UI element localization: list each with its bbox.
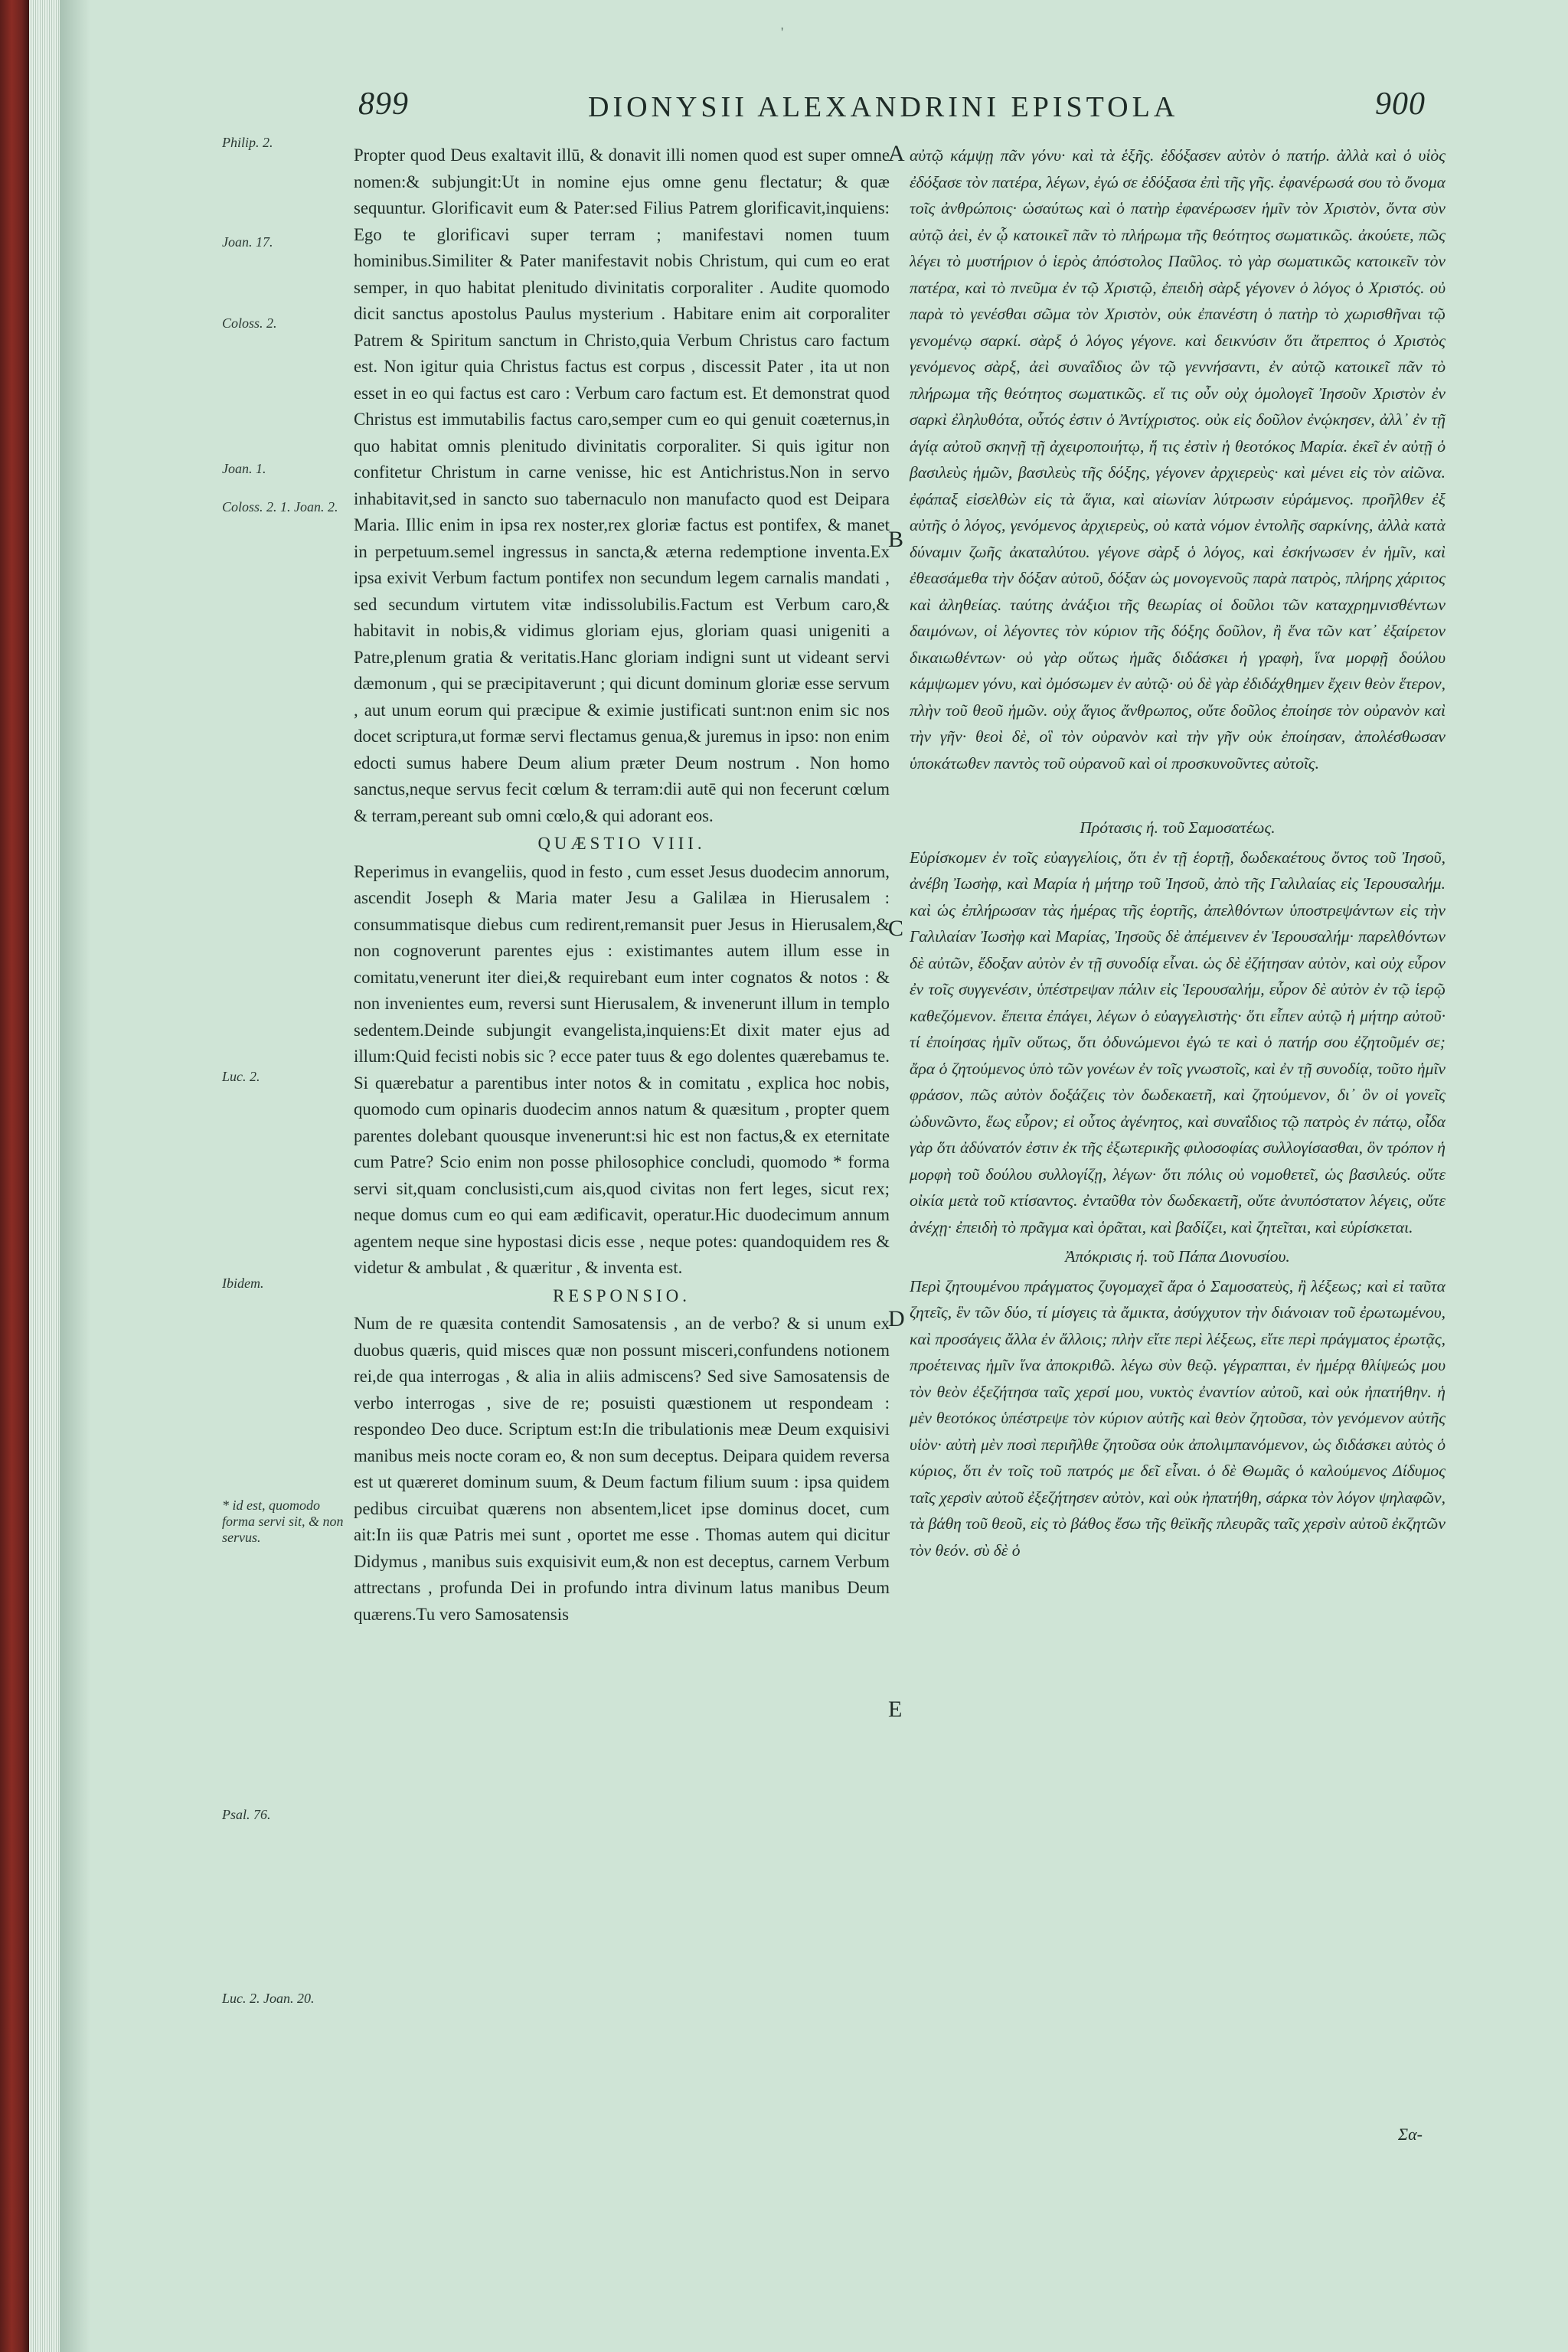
margin-note: Coloss. 2. 1. Joan. 2.: [222, 499, 338, 514]
margin-notes: [222, 0, 352, 2352]
margin-note: Luc. 2. Joan. 20.: [222, 1991, 315, 2006]
section-letters: [888, 0, 911, 2352]
greek-paragraph-2: Εὑρίσκομεν ἐν τοῖς εὐαγγελίοις, ὅτι ἐν τῇ ἑορτῇ, δωδεκαέτους ὄντος τοῦ Ἰησοῦ, ἀνέβη Ἰωσὴφ, καὶ Μαρία ἡ μήτηρ τοῦ Ἰησοῦ, ἀπὸ τῆς Γαλιλαίας εἰς Ἱερουσαλήμ. καὶ ὡς ἐπλήρωσαν τὰς ἡμέρας τῆς ἑορτῆς, ἀπελθόντων ὑποστρεψάντων εἰς τὴν Γαλιλαίαν Ἰωσὴφ καὶ Μαρίας, Ἰησοῦς δὲ ἀπέμεινεν ἐν Ἱερουσαλήμ· παρελθόντων δὲ αὐτῶν, ἔδοξαν αὐτὸν ἐν τῇ συνοδίᾳ εἶναι. ὡς δὲ ἐζήτησαν αὐτὸν, καὶ οὐχ εὗρον ἐν τοῖς συγγενέσιν, ὑπέστρεψαν πάλιν εἰς Ἱερουσαλήμ, εὗρον δὲ αὐτὸν ἐν τῷ ἱερῷ καθεζόμενον. ἔπειτα ἐπάγει, λέγων ὁ εὐαγγελιστὴς· ὅτι εἶπεν αὐτῷ ἡ μήτηρ αὐτοῦ· τί ἐποίησας ἡμῖν οὕτως, ὅτι ὀδυνώμενοι ἐγώ τε καὶ ὁ πατήρ σου ἐζητοῦμέν σε; ἄρα ὁ ζητούμενος ὑπὸ τῶν γονέων ἐν τοῖς γνωστοῖς, καὶ ἐν τῇ συνοδίᾳ, τοῦτο ἡμῖν φράσον, πῶς αὐτὸν δοξάζεις τὸν δωδεκαετῆ, καὶ ζητούμενον, δι᾽ ὃν οἱ γονεῖς ὠδυνῶντο, ἕως εὗρον; εἰ οὗτος ἀγένητος, καὶ συναΐδιος τῷ πατρὸς ἐν πάτῳ, οἶδα γὰρ ὅτι ἀδύνατόν ἐστιν ἐκ τῆς ἐξωτερικῆς φιλοσοφίας συλλογίσασθαι, ὃν τρόπον ἡ μορφὴ τοῦ δούλου συλλογίζῃ, λέγων· ὅτι πόλις οὐ νομοθετεῖ, ὡς βασιλεύς. οὔτε οἰκία μετὰ τοῦ κτίσαντος. ἐνταῦθα τὸν δωδεκαετῆ, οὔτε ἀνυπόστατον λέγεις, οὔτε ἀνέχῃ· ἐπειδὴ τὸ πρᾶγμα καὶ ὁρᾶται, καὶ βαδίζει, καὶ ζητεῖται, καὶ εὑρίσκεται.: [910, 848, 1446, 1236]
latin-column: [354, 142, 890, 2087]
greek-paragraph-3: Περὶ ζητουμένου πράγματος ζυγομαχεῖ ἄρα ὁ Σαμοσατεὺς, ἢ λέξεως; καὶ εἰ ταῦτα ζητεῖς, ἓν τῶν δύο, τί μίσγεις τὰ ἄμικτα, ἀσύγχυτον τὴν διάνοιαν τοῦ ἐρωτωμένου, καὶ προσάγεις ἄλλα ἐν ἄλλοις; πλὴν εἴτε περὶ λέξεως, εἴτε περὶ πράγματος ἐρωτᾷς, προέτεινας ἡμῖν ἵνα ἀποκριθῶ. λέγω σὺν θεῷ. γέγραπται, ἐν ἡμέρᾳ θλίψεώς μου τὸν θεὸν ἐξεζήτησα ταῖς χερσί μου, νυκτὸς ἐναντίον αὐτοῦ, καὶ οὐκ ἠπατήθην. ἡ μὲν θεοτόκος ὑπέστρεψε τὸν κύριον αὐτῆς καὶ θεὸν ζητοῦσα, τὸν γενόμενον αὐτῆς υἱὸν· αὐτὴ μὲν ποσὶ περιῆλθε ζητοῦσα οὐκ ἀπολιμπανόμενον, ὡς διδάσκει αὐτὸς ὁ κύριος, ὅτι ἐν τοῖς τοῦ πατρός με δεῖ εἶναι. ὁ δὲ Θωμᾶς ὁ καλούμενος Δίδυμος ταῖς χερσὶν αὐτοῦ ἐξεζήτησεν αὐτὸν, καὶ οὐκ ἠπατήθη, σάρκα τὸν λόγον ψηλαφῶν, τὰ βάθη τοῦ θεοῦ, εἰς τὸ βάθος ἔσω τῆς θεϊκῆς πλευρᾶς ταῖς χερσὶν αὐτοῦ ἐκζητῶν τὸν θεόν. σὺ δὲ ὁ: [910, 1276, 1446, 1560]
margin-note: Luc. 2.: [222, 1069, 260, 1084]
section-letter-e: E: [888, 1697, 903, 1722]
top-mark: ': [781, 24, 784, 40]
latin-paragraph-2: Reperimus in evangeliis, quod in festo , cum esset Jesus duodecim annorum, ascendit Joseph & Maria mater Jesu a Galilæa in Hierusalem : consummatisque diebus cum redirent,remansit puer Jesus in Hierusalem,& non cognoverunt parentes ejus : existimantes autem illum esse in comitatu,venerunt iter diei,& requirebant eum inter cognatos & notos : & non invenientes eum, reversi sunt Hierusalem, & invenerunt illum in templo sedentem.Deinde subjungit evangelista,inquiens:Et dixit mater ejus ad illum:Quid fecisti nobis sic ? ecce pater tuus & ego dolentes quærebamus te. Si quærebatur a parentibus inter notos & in comitatu , explica hoc nobis, quomodo cum opinaris duodecim annos natum & quæsitum , propter quem parentes dolebant quousque invenerunt:si hic est non factus,& ex eternitate cum Patre? Scio enim non posse philosophice concludi, quomodo * forma servi sit,quam conclusisti,cum ais,quod civitas non fert leges, sicut rex; neque domus cum eo qui eam ædificavit, operatur.Hic duodecimum annum agentem neque sine hypostasi dicis esse , neque potes: quandoquidem res & videtur & ambulat , & quæritur , & inventa est.: [354, 861, 890, 1277]
section-letter-c: C: [888, 916, 904, 941]
latin-paragraph-3: Num de re quæsita contendit Samosatensis , an de verbo? & si unum ex duobus quæris, quid misces quæ non possunt misceri,confundens notionem rei,de qua interrogas , & alia in aliis admiscens? Sed sive Samosatensis de verbo interrogas , sive de re; posuisti quæstionem ut respondeam : respondeo Deo duce. Scriptum est:In die tribulationis meæ Deum exquisivi manibus meis nocte coram eo, & non sum deceptus. Deipara quidem reversa est ut quæreret dominum suum, & Deum factum filium suum : ipsa quidem pedibus circuibat quærens non absentem,licet ipse dominus docet, cum ait:In iis quæ Patris mei sunt , oportet me esse . Thomas autem qui dicitur Didymus , manibus suis exquisivit eum,& non est deceptus, carnem Verbum attrectans , profunda Dei in profundo intra divinum latus manibus Deum quærens.Tu vero Samosatensis: [354, 1314, 890, 1624]
page-number-right: 900: [1375, 87, 1426, 122]
margin-note: Joan. 1.: [222, 461, 266, 476]
margin-note: Coloss. 2.: [222, 315, 277, 331]
greek-column: [910, 142, 1446, 2133]
latin-question-heading: QUÆSTIO VIII.: [537, 834, 706, 853]
column-gap: [910, 776, 1446, 812]
catchword: Σα-: [1398, 2125, 1423, 2144]
section-letter-b: B: [888, 527, 904, 552]
margin-note: Philip. 2.: [222, 135, 273, 150]
section-letter-a: A: [888, 141, 905, 166]
greek-response-heading: Ἀπόκρισις ή. τοῦ Πάπα Διονυσίου.: [1065, 1247, 1290, 1266]
book-cover-edge: [0, 0, 29, 2352]
margin-note: * id est, quomodo forma servi sit, & non servus.: [222, 1498, 344, 1545]
page-number-left: 899: [358, 87, 409, 122]
latin-response-heading: RESPONSIO.: [553, 1285, 691, 1305]
margin-note: Joan. 17.: [222, 234, 273, 250]
margin-note: Psal. 76.: [222, 1807, 271, 1822]
page-stack-edges: [29, 0, 60, 2352]
gutter-shadow: [60, 0, 90, 2352]
running-title: DIONYSII ALEXANDRINI EPISTOLA: [588, 91, 1179, 123]
greek-paragraph-1: αὐτῷ κάμψῃ πᾶν γόνυ· καὶ τὰ ἑξῆς. ἐδόξασεν αὐτὸν ὁ πατήρ. ἀλλὰ καὶ ὁ υἱὸς ἐδόξασε τὸν πατέρα, λέγων, ἐγώ σε ἐδόξασα ἐπὶ τῆς γῆς. ἐφανέρωσά σου τὸ ὄνομα τοῖς ἀνθρώποις· ὡσαύτως καὶ ὁ πατὴρ ἐφανέρωσεν ἡμῖν τὸν Χριστὸν, ὄντα σὺν αὐτῷ ἀεὶ, ἐν ᾧ κατοικεῖ πᾶν τὸ πλήρωμα τῆς θεότητος σωματικῶς. ἀκούετε, πῶς λέγει τὸ μυστήριον ὁ ἱερὸς ἀπόστολος Παῦλος. τὸ γὰρ σωματικῶς κατοικεῖν τὸν πατέρα, καὶ τὸ πνεῦμα ἐν τῷ Χριστῷ, ἐπειδὴ σὰρξ γέγονεν ὁ λόγος ὁ Χριστός. οὐ παρὰ τὸ γενέσθαι σῶμα τὸν Χριστὸν, οὐκ ἐπανέστη ὁ πατὴρ τὸ χωρισθῆναι τῷ γενομένῳ σαρκί. σὰρξ ὁ λόγος γέγονε. καὶ δεικνύσιν ὅτι ἄτρεπτος ὁ Χριστὸς γενόμενος σὰρξ, ἀεὶ συναΐδιος ὢν τῷ γεννήσαντι, ἐν αὐτῷ κατοικεῖ πᾶν τὸ πλήρωμα τῆς θεότητος σωματικῶς. εἴ τις οὖν οὐχ ὁμολογεῖ Ἰησοῦν Χριστὸν ἐν σαρκὶ ἐληλυθότα, οὗτός ἐστιν ὁ Ἀντίχριστος. οὐκ εἰς δοῦλον ἐνῴκησεν, ἀλλ᾽ ἐν τῇ ἁγίᾳ αὐτοῦ σκηνῇ τῇ ἀχειροποιήτῳ, ἥ τις ἐστὶν ἡ θεοτόκος Μαρία. ἐκεῖ ἐν αὐτῇ ὁ βασιλεὺς ἡμῶν, βασιλεὺς τῆς δόξης, γέγονεν ἀρχιερεὺς· καὶ μένει εἰς τὸν αἰῶνα. ἐφάπαξ εἰσελθὼν εἰς τὰ ἅγια, καὶ αἰωνίαν λύτρωσιν εὑράμενος. προῆλθεν ἐξ αὐτῆς ὁ λόγος, γενόμενος ἀρχιερεὺς, οὐ κατὰ νόμον ἐντολῆς σαρκίνης, ἀλλὰ κατὰ δύναμιν ζωῆς ἀκαταλύτου. γέγονε σὰρξ ὁ λόγος, καὶ ἐσκήνωσεν ἐν ἡμῖν, καὶ ἐθεασάμεθα τὴν δόξαν αὐτοῦ, δόξαν ὡς μονογενοῦς παρὰ πατρὸς, πλήρης χάριτος καὶ ἀληθείας. ταύτης ἀνάξιοι τῆς θεωρίας οἱ δοῦλοι τῶν καταχρημνισθέντων δαιμόνων, οἱ λέγοντες τὸν κύριον τῆς δόξης δοῦλον, ἢ ἕνα τῶν κατ᾽ ἐξαίρετον δικαιωθέντων· οὐ γὰρ οὕτως ἡμᾶς διδάσκει ἡ γραφὴ, ἵνα μορφῇ δούλου κάμψωμεν γόνυ, καὶ ὀμόσωμεν ἐν αὐτῷ· οὐ δὲ γὰρ ἐδιδάχθημεν ἔχειν θεὸν ἕτερον, πλὴν τοῦ θεοῦ ἡμῶν. οὐχ ἅγιος ἄνθρωπος, οὔτε δοῦλος ἐποίησε τὸν οὐρανὸν καὶ τὴν γῆν· θεοὶ δὲ, οἳ τὸν οὐρανὸν καὶ τὴν γῆν οὐκ ἐποίησαν, ἀπολέσθωσαν ὑποκάτωθεν παντὸς τοῦ οὐρανοῦ καὶ οἱ προσκυνοῦντες αὐτοῖς.: [910, 146, 1446, 773]
greek-proposition-heading: Πρότασις ή. τοῦ Σαμοσατέως.: [1080, 818, 1276, 837]
margin-note: Ibidem.: [222, 1276, 264, 1291]
section-letter-d: D: [888, 1306, 905, 1331]
latin-paragraph-1: Propter quod Deus exaltavit illū, & donavit illi nomen quod est super omne nomen:& subjungit:Ut in nomine ejus omne genu flectatur; & quæ sequuntur. Glorificavit eum & Pater:sed Filius Patrem glorificavit,inquiens: Ego te glorificavi super terram ; manifestavi nomen tuum hominibus.Similiter & Pater manifestavit nobis Christum, qui cum eo erat semper, in quo habitat plenitudo divinitatis corporaliter . Audite quomodo dicit sanctus apostolus Paulus mysterium . Habitare enim ait corporaliter Patrem & Spiritum sanctum in Christo,quia Verbum Christus caro factum est. Non igitur quia Christus factus est corpus , discessit Pater , ita ut non esset in eo qui factus est caro : Verbum caro factum est. Et demonstrat quod Christus est immutabilis factus caro,semper cum eo qui genuit coæternus,in quo habitat omnis plenitudo divinitatis corporaliter. Si quis igitur non confitetur Christum in carne venisse, hic est Antichristus.Non in servo inhabitavit,sed in sancto suo tabernaculo non manufacto quod est Deipara Maria. Illic enim in ipsa rex noster,rex gloriæ factus est pontifex, & manet in perpetuum.semel ingressus in sancta,& æterna redemptione inventa.Ex ipsa exivit Verbum factum pontifex non secundum legem carnalis mandati , sed secundum virtutem vitæ indissolubilis.Factum est Verbum caro,& habitavit in nobis,& vidimus gloriam ejus, gloriam quasi unigeniti a Patre,plenum gratia & veritatis.Hanc gloriam indigni sunt ut videant servi dæmonum , qui se præcipitaverunt ; qui dicunt dominum gloriæ esse servum , aut unum eorum qui præcipue & eximie justificati sunt:non enim sic nos docet scriptura,ut formæ servi flectamus genua,& juremus in ipso: non enim edocti sumus habere Deum alium præter Deum nostrum . Non homo sanctus,neque servus fecit cœlum & terram:dii autē qui non fecerunt cœlum & terram,pereant sub omni cœlo,& qui adorant eos.: [354, 145, 890, 825]
